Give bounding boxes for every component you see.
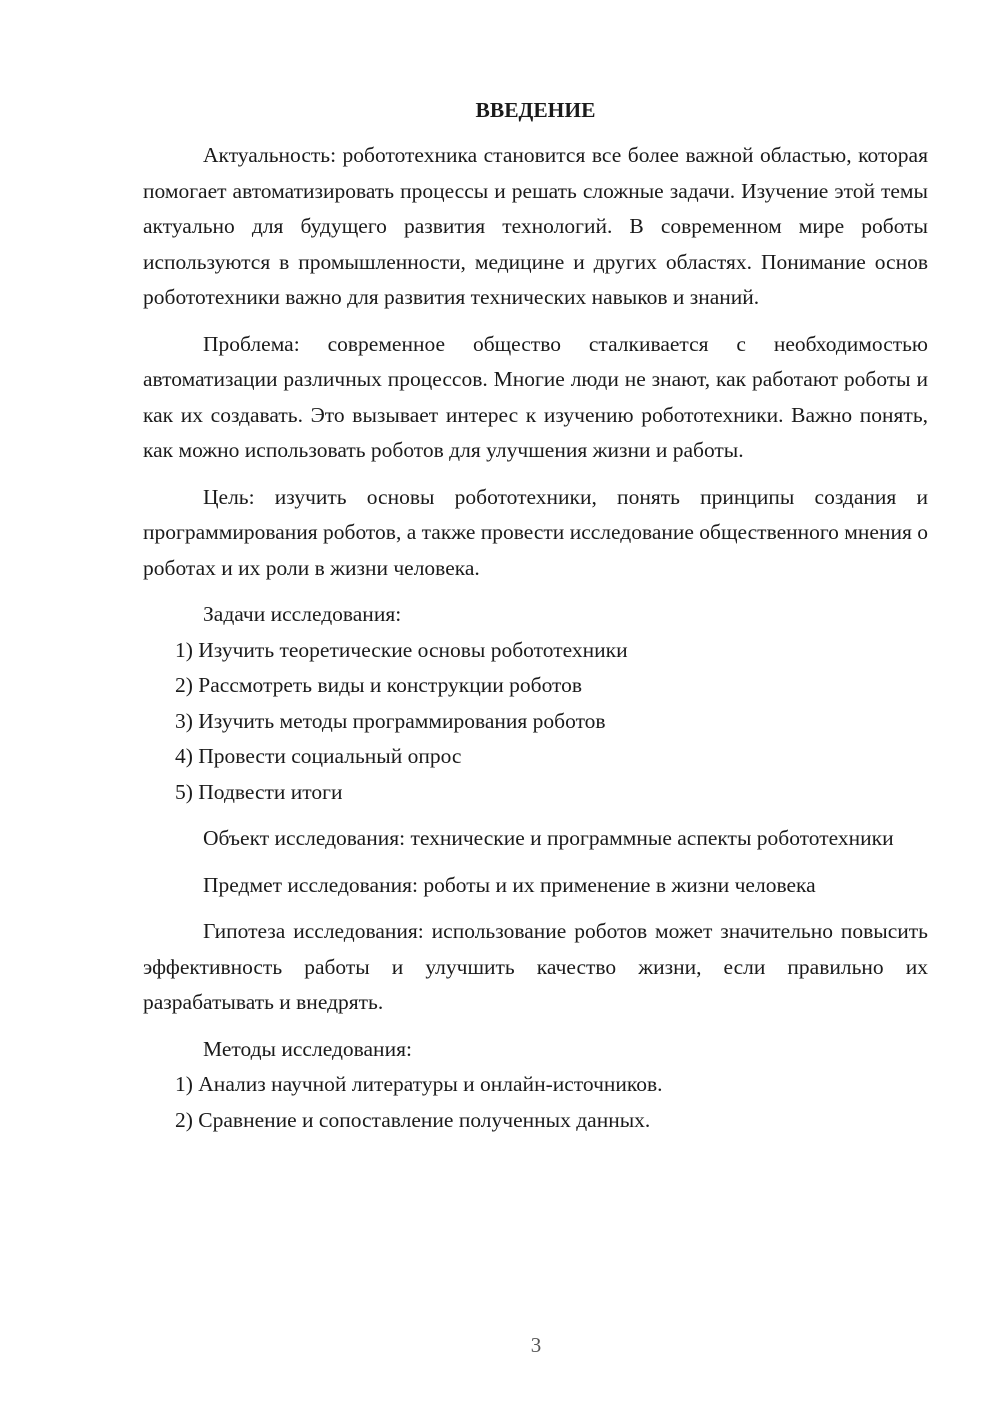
section-title: ВВЕДЕНИЕ [475,98,596,122]
method-item: 2) Сравнение и сопоставление полученных данных. [175,1107,651,1132]
subject-paragraph: Предмет исследования: роботы и их применение в жизни человека [203,872,816,897]
task-item: 3) Изучить методы программирования роботов [175,708,606,733]
method-item: 1) Анализ научной литературы и онлайн-источников. [175,1072,663,1096]
tasks-heading: Задачи исследования: [203,602,402,626]
task-item: 5) Подвести итоги [175,779,343,804]
relevance-paragraph: Актуальность: робототехника становится все более важной областью, которая помогает автоматизировать процессы и решать сложные задачи. Изучение этой темы актуально для будущего развития технологий. В современном мире роботы используются в промышленности, медицине и других областях. Понимание основ робототехники важно для развития технических навыков и знаний. [143,143,928,309]
task-item: 4) Провести социальный опрос [175,744,462,768]
object-paragraph: Объект исследования: технические и программные аспекты робототехники [203,826,894,850]
problem-paragraph: Проблема: современное общество сталкивается с необходимостью автоматизации различных процессов. Многие люди не знают, как работают роботы и как их создавать. Это вызывает интерес к изучению робототехники. Важно понять, как можно использовать роботов для улучшения жизни и работы. [143,331,928,462]
task-item: 2) Рассмотреть виды и конструкции роботов [175,673,583,697]
methods-heading: Методы исследования: [203,1036,412,1061]
page-content [143,92,928,1138]
task-item: 1) Изучить теоретические основы робототехники [175,637,628,662]
goal-paragraph: Цель: изучить основы робототехники, понять принципы создания и программирования роботов, а также провести исследование общественного мнения о роботах и их роли в жизни человека. [143,484,928,580]
hypothesis-paragraph: Гипотеза исследования: использование роботов может значительно повысить эффективность работы и улучшить качество жизни, если правильно их разрабатывать и внедрять. [143,919,928,1014]
page-number: 3 [530,1333,542,1357]
